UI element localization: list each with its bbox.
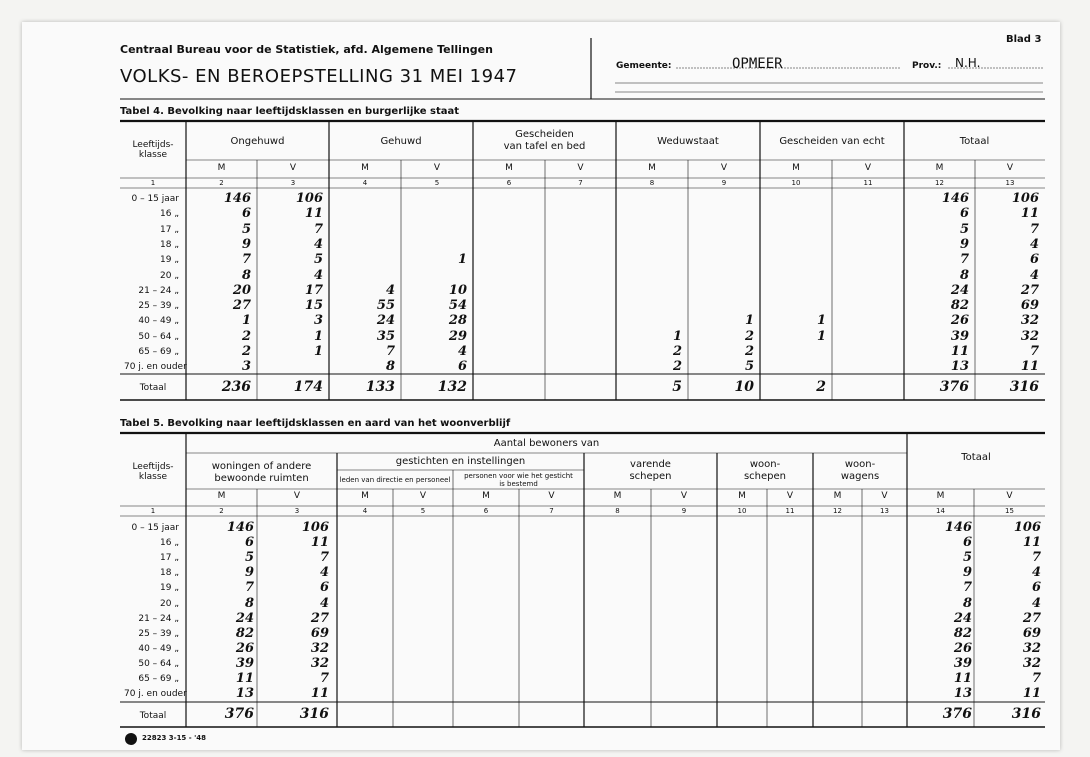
table5-cell: 11 — [1022, 686, 1041, 702]
table4-age-header: Leeftijds- klasse — [132, 140, 174, 160]
table5-sex-label: M — [936, 491, 945, 501]
table5-cell: 7 — [319, 671, 329, 686]
table4-cell: 4 — [457, 344, 467, 359]
table5-cell: 6 — [319, 580, 329, 596]
table5-cell: 4 — [319, 565, 329, 581]
table5-title: Tabel 5. Bevolking naar leeftijdsklassen en aard van het woonverblijf — [120, 418, 511, 429]
table4-sex-label: V — [1006, 163, 1014, 173]
table4-cell: 39 — [950, 328, 969, 344]
table5-cell: 32 — [1022, 640, 1041, 656]
table4-cell: 106 — [1011, 191, 1039, 206]
table5-varende-header: varende schepen — [629, 459, 672, 482]
table4-cell: 1 — [241, 313, 251, 329]
table5-sex-label: M — [613, 491, 622, 501]
table4-cell: 54 — [448, 298, 467, 314]
table4-cell: 11 — [1020, 206, 1039, 222]
table5-age-label: 19 „ — [160, 583, 179, 594]
table4-cell: 7 — [1029, 221, 1039, 237]
table4-cell: 1 — [313, 344, 323, 359]
table4-total-cell: 316 — [1009, 379, 1039, 395]
table5-sex-label: V — [786, 491, 794, 501]
table4-cell: 6 — [457, 359, 467, 375]
table4-cell: 1 — [744, 313, 754, 329]
table4-cell: 7 — [313, 221, 323, 237]
table4-total-cell: 376 — [939, 379, 969, 395]
table5-cell: 5 — [244, 550, 254, 566]
table5-cell: 11 — [953, 671, 972, 686]
table4-cell: 9 — [241, 236, 251, 252]
table5-cell: 106 — [1013, 520, 1041, 535]
table5-column-number: 5 — [420, 507, 426, 515]
table4-column-number: 3 — [290, 179, 296, 187]
table4-cell: 4 — [313, 267, 323, 283]
table4-sex-label: V — [577, 163, 584, 173]
table4-group-gehuwd: Gehuwd — [380, 136, 422, 147]
table5-cell: 6 — [962, 535, 972, 551]
table4-age-label: 70 j. en ouder — [124, 362, 187, 373]
table5-cell: 27 — [310, 610, 329, 626]
table5-column-number: 13 — [880, 507, 889, 515]
table4-age-label: 21 – 24 „ — [138, 285, 179, 296]
table4-cell: 35 — [376, 328, 395, 344]
census-title: VOLKS- EN BEROEPSTELLING 31 MEI 1947 — [120, 66, 518, 87]
table5-sex-label: V — [1006, 491, 1013, 501]
table4-age-label: 17 „ — [160, 224, 179, 235]
table4-cell: 8 — [385, 359, 395, 375]
table4-cell: 146 — [941, 191, 969, 206]
table4-group-totaal: Totaal — [959, 136, 990, 147]
table4-column-number: 4 — [362, 179, 368, 187]
table5-cell: 11 — [235, 671, 254, 686]
table4-total-cell: 236 — [221, 379, 251, 395]
table5-cell: 7 — [1031, 550, 1041, 566]
table4-column-number: 9 — [721, 179, 727, 187]
table5-cell: 26 — [235, 640, 254, 656]
table5-cell: 146 — [226, 520, 254, 535]
table5-sex-label: M — [361, 491, 369, 501]
table4-cell: 55 — [376, 298, 395, 314]
table4-age-label: 25 – 39 „ — [138, 301, 179, 312]
table4-age-label: 18 „ — [160, 239, 179, 250]
table5-column-number: 2 — [219, 507, 224, 515]
table4-column-number: 1 — [150, 179, 156, 187]
table4-cell: 1 — [457, 252, 467, 268]
table5-age-label: 21 – 24 „ — [138, 613, 179, 624]
table5-cell: 6 — [244, 535, 254, 551]
table5-cell: 11 — [1022, 535, 1041, 551]
table4-cell: 28 — [448, 313, 467, 329]
table4-cell: 11 — [1020, 359, 1039, 375]
gemeente-label: Gemeente: — [616, 61, 672, 71]
table5-cell: 7 — [1031, 671, 1041, 686]
table5-cell: 27 — [1022, 610, 1041, 626]
table5-age-label: 70 j. en ouder — [124, 689, 187, 700]
table5-total-cell: 376 — [224, 706, 254, 722]
prov-value: N.H. — [955, 56, 981, 70]
table5-woonwagens-header: woon- wagens — [840, 459, 880, 482]
table5-cell: 9 — [962, 565, 972, 581]
table4-column-number: 11 — [863, 179, 873, 187]
table5-column-number: 7 — [549, 507, 554, 515]
table4-age-label: 50 – 64 „ — [138, 331, 179, 342]
table5-cell: 11 — [310, 535, 329, 551]
table4-cell: 2 — [241, 344, 251, 359]
table4-total-cell: 174 — [293, 379, 323, 395]
table5-aantal-header: Aantal bewoners van — [493, 438, 600, 449]
table4-age-label: 0 – 15 jaar — [131, 194, 179, 204]
table4-cell: 2 — [744, 328, 754, 344]
table4-group-gescheiden-tafel: Gescheiden van tafel en bed — [503, 129, 586, 152]
table5-column-number: 12 — [833, 507, 842, 515]
table4-cell: 6 — [241, 206, 251, 222]
table4-sex-label: M — [217, 163, 226, 173]
table5-cell: 9 — [244, 565, 254, 581]
table5-sex-label: M — [738, 491, 746, 501]
table4-cell: 1 — [672, 328, 682, 344]
table5-sex-label: M — [482, 491, 490, 501]
table4-cell: 6 — [1029, 252, 1039, 268]
table5-age-label: 65 – 69 „ — [138, 674, 179, 684]
table4-age-label: 65 – 69 „ — [138, 347, 179, 357]
table4-group-gescheiden-echt: Gescheiden van echt — [779, 136, 885, 147]
table5-sex-label: V — [419, 491, 427, 501]
table4-age-label: 40 – 49 „ — [138, 316, 179, 327]
table4-column-number: 6 — [506, 179, 512, 187]
table4-sex-label: V — [864, 163, 872, 173]
print-code: 22823 3-15 - '48 — [142, 734, 206, 742]
table4-total-cell: 10 — [734, 379, 754, 395]
table5-gestichten-sub2: personen voor wie het gesticht is bestemd — [464, 472, 573, 488]
table5-woningen-header: woningen of andere bewoonde ruimten — [211, 461, 312, 484]
table4-cell: 2 — [672, 344, 682, 359]
table5-cell: 69 — [310, 625, 329, 641]
table5-cell: 106 — [301, 520, 329, 535]
table5-cell: 6 — [1031, 580, 1041, 596]
table5-totaal-header: Totaal — [961, 452, 991, 463]
table4-cell: 10 — [448, 282, 467, 298]
table5-sex-label: V — [680, 491, 688, 501]
table5-column-number: 10 — [737, 507, 747, 515]
table5-column-number: 6 — [483, 507, 489, 515]
table4-cell: 5 — [313, 252, 323, 268]
table4-cell: 24 — [950, 282, 969, 298]
table4-cell: 5 — [959, 221, 969, 237]
table4-group-ongehuwd: Ongehuwd — [230, 136, 285, 147]
table5-cell: 11 — [310, 686, 329, 702]
table5-cell: 24 — [235, 610, 254, 626]
table5-column-number: 14 — [936, 507, 945, 515]
table5-cell: 13 — [235, 686, 254, 702]
table4-cell: 3 — [313, 313, 323, 329]
table4-cell: 2 — [241, 328, 251, 344]
table4-cell: 4 — [1029, 267, 1039, 283]
table4-cell: 32 — [1020, 313, 1039, 329]
table5-cell: 8 — [962, 595, 972, 611]
table5-cell: 39 — [953, 655, 972, 671]
table5-sex-label: M — [833, 491, 842, 501]
table5-gestichten-sub1: leden van directie en personeel — [339, 476, 451, 484]
table4-column-number: 13 — [1005, 179, 1015, 187]
table4-cell: 26 — [950, 313, 969, 329]
table5-column-number: 15 — [1005, 507, 1014, 515]
table4-column-number: 12 — [935, 179, 944, 187]
table4-sex-label: M — [792, 163, 800, 173]
table4-cell: 20 — [232, 282, 251, 298]
table4-cell: 24 — [376, 313, 395, 329]
table4-total-cell: 132 — [437, 379, 467, 395]
table4-column-number: 2 — [219, 179, 224, 187]
table5-cell: 4 — [319, 595, 329, 611]
table5-total-label: Totaal — [139, 711, 167, 721]
table4-cell: 106 — [295, 191, 323, 206]
table4-age-label: 20 „ — [160, 270, 179, 281]
table4-total-cell: 133 — [365, 379, 395, 395]
table4-cell: 5 — [744, 359, 754, 375]
table5-sex-label: V — [881, 491, 888, 501]
table5-woonschepen-header: woon- schepen — [743, 459, 787, 482]
table4-age-label: 16 „ — [160, 209, 179, 220]
table4-total-label: Totaal — [139, 383, 167, 393]
prov-label: Prov.: — [912, 61, 942, 71]
table5-age-label: 16 „ — [160, 538, 179, 549]
table5-cell: 7 — [962, 580, 972, 596]
table4-cell: 7 — [385, 344, 395, 359]
table4-cell: 11 — [304, 206, 323, 222]
table4-cell: 27 — [1020, 282, 1039, 298]
table4-column-number: 8 — [649, 179, 655, 187]
table5-cell: 82 — [953, 625, 972, 641]
table5-column-number: 9 — [681, 507, 687, 515]
table5-age-label: 20 „ — [160, 598, 179, 609]
table5-cell: 39 — [235, 655, 254, 671]
table5-total-cell: 376 — [942, 706, 972, 722]
table4-cell: 8 — [241, 267, 251, 283]
table4-total-cell: 5 — [672, 379, 682, 395]
table5-cell: 13 — [953, 686, 972, 702]
table4-cell: 4 — [313, 236, 323, 252]
table4-cell: 17 — [304, 282, 323, 298]
table4-cell: 4 — [385, 282, 395, 298]
table4-cell: 69 — [1020, 298, 1039, 314]
table4-cell: 6 — [959, 206, 969, 222]
table5-cell: 4 — [1031, 565, 1041, 581]
table5-gestichten-header: gestichten en instellingen — [395, 456, 526, 467]
table5-age-label: 40 – 49 „ — [138, 643, 179, 654]
table5-cell: 69 — [1022, 625, 1041, 641]
table4-cell: 8 — [959, 267, 969, 283]
table4-column-number: 5 — [434, 179, 440, 187]
table5-column-number: 11 — [785, 507, 795, 515]
table4-sex-label: M — [935, 163, 944, 173]
table4-cell: 1 — [816, 313, 826, 329]
table4-cell: 3 — [241, 359, 251, 375]
table5-age-label: 25 – 39 „ — [138, 628, 179, 639]
table4-cell: 27 — [232, 298, 251, 314]
table5-cell: 4 — [1031, 595, 1041, 611]
printer-logo-icon — [125, 733, 137, 745]
table4-cell: 1 — [816, 328, 826, 344]
table4-cell: 32 — [1020, 328, 1039, 344]
table5-cell: 32 — [310, 655, 329, 671]
table5-age-label: 50 – 64 „ — [138, 658, 179, 669]
table4-cell: 7 — [1029, 344, 1039, 359]
sheet-number: Blad 3 — [1006, 34, 1042, 45]
table4-sex-label: V — [720, 163, 728, 173]
table5-cell: 82 — [235, 625, 254, 641]
table4-sex-label: M — [361, 163, 369, 173]
table5-column-number: 3 — [294, 507, 300, 515]
table5-age-label: 18 „ — [160, 568, 179, 579]
table4-column-number: 7 — [578, 179, 583, 187]
table4-cell: 15 — [304, 298, 323, 314]
table4-cell: 2 — [672, 359, 682, 375]
table4-cell: 13 — [950, 359, 969, 375]
table4-cell: 7 — [959, 252, 969, 268]
table4-cell: 7 — [241, 252, 251, 268]
table5-cell: 146 — [944, 520, 972, 535]
table5-cell: 32 — [1022, 655, 1041, 671]
table5-total-cell: 316 — [299, 706, 329, 722]
table4-age-label: 19 „ — [160, 255, 179, 266]
table5-cell: 26 — [953, 640, 972, 656]
table4-cell: 1 — [313, 328, 323, 344]
table4-sex-label: V — [289, 163, 297, 173]
table5-column-number: 1 — [150, 507, 156, 515]
table4-sex-label: V — [433, 163, 441, 173]
table5-cell: 5 — [962, 550, 972, 566]
table5-cell: 24 — [953, 610, 972, 626]
table4-cell: 2 — [744, 344, 754, 359]
table5-cell: 8 — [244, 595, 254, 611]
table4-cell: 4 — [1029, 236, 1039, 252]
table4-group-weduwstaat: Weduwstaat — [657, 136, 719, 147]
table5-age-header: Leeftijds- klasse — [132, 462, 174, 482]
table5-sex-label: M — [217, 491, 226, 501]
table4-cell: 146 — [223, 191, 251, 206]
table4-cell: 29 — [448, 328, 467, 344]
gemeente-value: OPMEER — [732, 56, 783, 72]
table5-column-number: 4 — [362, 507, 368, 515]
table5-age-label: 0 – 15 jaar — [131, 523, 179, 533]
table4-cell: 5 — [241, 221, 251, 237]
table4-cell: 9 — [959, 236, 969, 252]
table5-total-cell: 316 — [1011, 706, 1041, 722]
table5-column-number: 8 — [615, 507, 620, 515]
table5-cell: 32 — [310, 640, 329, 656]
bureau-name: Centraal Bureau voor de Statistiek, afd. Algemene Tellingen — [120, 43, 493, 56]
table5-age-label: 17 „ — [160, 553, 179, 564]
table4-total-cell: 2 — [816, 379, 826, 395]
table4-sex-label: M — [648, 163, 656, 173]
table5-sex-label: V — [293, 491, 301, 501]
table4-sex-label: M — [505, 163, 513, 173]
table4-cell: 11 — [950, 344, 969, 359]
table5-sex-label: V — [548, 491, 555, 501]
table5-cell: 7 — [244, 580, 254, 596]
table5-cell: 7 — [319, 550, 329, 566]
table4-cell: 82 — [950, 298, 969, 314]
table4-column-number: 10 — [791, 179, 801, 187]
table4-title: Tabel 4. Bevolking naar leeftijdsklassen en burgerlijke staat — [120, 106, 460, 117]
